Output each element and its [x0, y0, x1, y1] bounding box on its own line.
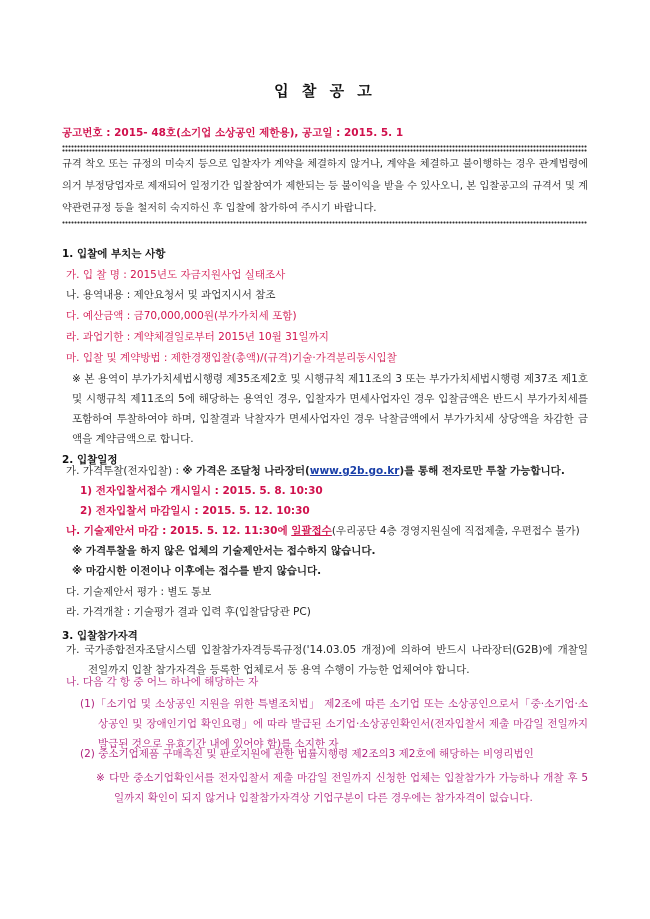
price-bid-note-a: ※ 가격은 조달청 나라장터(: [182, 465, 310, 477]
bid-open-datetime: 1) 전자입찰서접수 개시일시 : 2015. 5. 8. 10:30: [80, 485, 323, 497]
star-divider-bottom: [62, 220, 587, 225]
proposal-deadline-b: 일괄접수: [291, 525, 332, 537]
warn-deadline: ※ 마감시한 이전이나 이후에는 접수를 받지 않습니다.: [72, 565, 322, 577]
price-opening: 라. 가격개찰 : 기술평가 결과 입력 후(입찰담당관 PC): [66, 606, 311, 618]
price-bid-note-b: )를 통해 전자로만 투찰 가능합니다.: [399, 465, 565, 477]
qualification-nonprofit: (2) 중소기업제품 구매촉진 및 판로지원에 관한 법률시행령 제2조의3 제2호에 해당하는 비영리법인: [80, 748, 534, 760]
star-divider-top-2: [62, 148, 587, 153]
section1-item-method: 마. 입찰 및 계약방법 : 제한경쟁입찰(총액)/(규격)기술·가격분리동시입찰: [66, 352, 397, 364]
g2b-link[interactable]: www.g2b.go.kr: [309, 465, 400, 477]
bid-close-datetime: 2) 전자입찰서 마감일시 : 2015. 5. 12. 10:30: [80, 505, 310, 517]
page-title: 입 찰 공 고: [274, 82, 376, 100]
section1-heading: 1. 입찰에 부치는 사항: [62, 248, 166, 260]
section3-heading: 3. 입찰참가자격: [62, 630, 138, 642]
section1-item-content: 나. 용역내용 : 제안요청서 및 과업지시서 참조: [66, 289, 276, 301]
section1-vat-note: ※ 본 용역이 부가가치세법시행령 제35조제2호 및 시행규칙 제11조의 3 또는 부가가치세법시행령 제37조 제1호 및 시행규칙 제11조의 5에 해당하는 용역인 경우, 입찰자가 면세사업자인 경우 입찰금액은 반드시 부가가치세를 포함하여 투찰하여야 하며, 입찰결과 낙찰자가 면세사업자인 경우 낙찰금액에서 부가가치세 상당액을 차감한 금액을 계약금액으로 합니다.: [72, 373, 588, 445]
warn-no-price-bid: ※ 가격투찰을 하지 않은 업체의 기술제안서는 접수하지 않습니다.: [72, 545, 376, 557]
section2-price-bid: [66, 461, 565, 481]
section1-item-name: 가. 입 찰 명 : 2015년도 자금지원사업 실태조사: [66, 269, 286, 281]
intro-paragraph: 규격 착오 또는 규정의 미숙지 등으로 입찰자가 계약을 체결하지 않거나, 계약을 체결하고 불이행하는 경우 관계법령에 의거 부정당업자로 제재되어 일정기간 입찰참여가 제한되는 등 불이익을 받을 수 있사오니, 본 입찰공고의 규격서 및 계약관련규정 등을 철저히 숙지하신 후 입찰에 참가하여 주시기 바랍니다.: [62, 159, 588, 214]
proposal-deadline: [66, 521, 580, 541]
qualification-conditions: 나. 다음 각 항 중 어느 하나에 해당하는 자: [66, 676, 259, 688]
qualification-note: ※ 다만 중소기업확인서를 전자입찰서 제출 마감일 전일까지 신청한 업체는 입찰참가가 가능하나 개찰 후 5일까지 확인이 되지 않거나 입찰참가자격상 기업구분이 다른 경우에는 참가자격이 없습니다.: [96, 772, 588, 804]
section1-item-budget: 다. 예산금액 : 금70,000,000원(부가가치세 포함): [66, 310, 297, 322]
proposal-deadline-a: 나. 기술제안서 마감 : 2015. 5. 12. 11:30에: [66, 525, 292, 537]
qualification-registration: 가. 국가종합전자조달시스템 입찰참가자격등록규정('14.03.05 개정)에 의하여 반드시 나라장터(G2B)에 개찰일 전일까지 입찰 참가자격을 등록한 업체로서 동 용역 수행이 가능한 업체여야 합니다.: [66, 644, 588, 676]
section1-item-deadline: 라. 과업기한 : 계약체결일로부터 2015년 10월 31일까지: [66, 331, 329, 343]
proposal-evaluation: 다. 기술제안서 평가 : 별도 통보: [66, 586, 212, 598]
section2-heading: 2. 입찰일정: [62, 454, 118, 466]
notice-number-line: 공고번호 : 2015- 48호(소기업 소상공인 제한용), 공고일 : 2015. 5. 1: [62, 127, 404, 139]
price-bid-prefix: 가. 가격투찰(전자입찰) :: [66, 465, 183, 477]
proposal-deadline-c: (우리공단 4층 경영지원실에 직접제출, 우편접수 불가): [331, 525, 580, 537]
qualification-small-business: (1)「소기업 및 소상공인 지원을 위한 특별조치법」 제2조에 따른 소기업 또는 소상공인으로서「중·소기업·소상공인 및 장애인기업 확인요령」에 따라 발급된 소기업·소상공인확인서(전자입찰서 제출 마감일 전일까지 발급된 것으로 유효기간 내에 있어야 함)를 소지한 자: [80, 698, 588, 750]
